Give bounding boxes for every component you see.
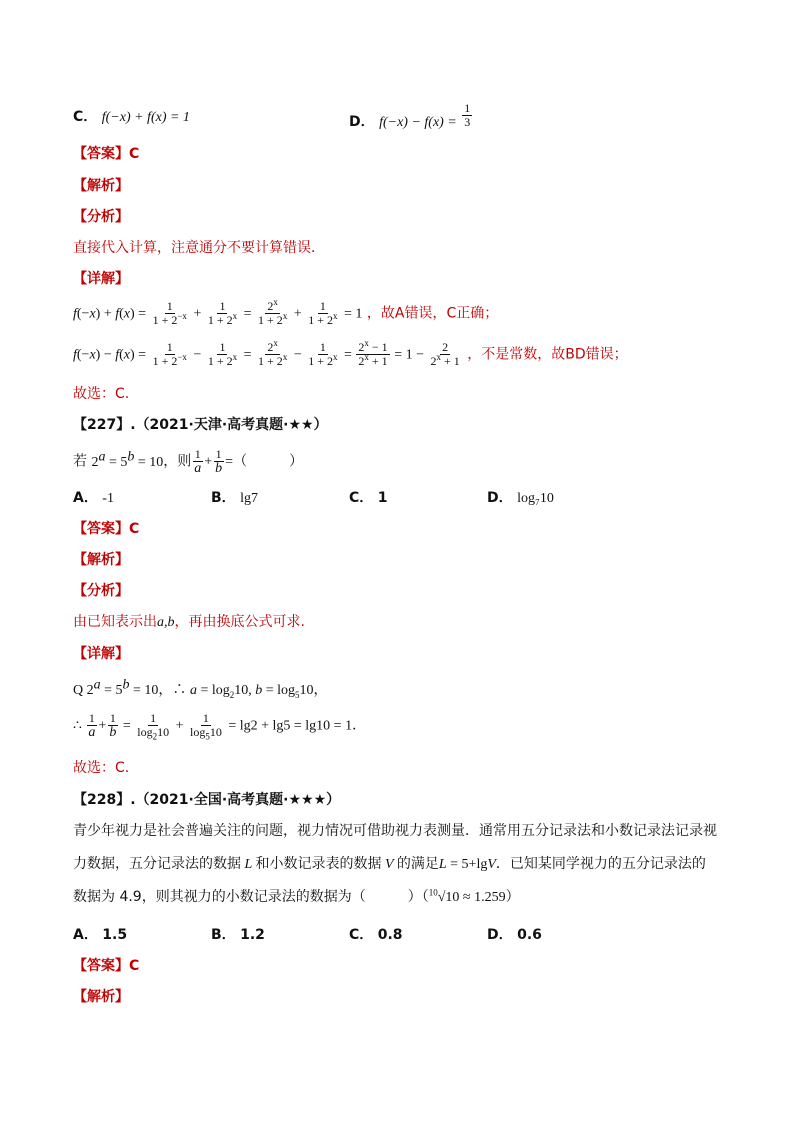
q228-analysis: 【解析】 [73,989,129,1005]
q227-choose: 故选：C. [73,760,130,776]
q227-fenxi-text: 由已知表示出a,b，再由换底公式可求. [73,614,305,630]
fenxi-tag: 【分析】 [73,209,129,225]
q228-header: 【228】.（2021·全国·高考真题·★★★） [73,792,341,808]
solution-line-1: f(−x) + f(x) = $\frac{1}{1 + 2^{-x}}$ + $\frac{1}{1 + 2^x}$ = $\frac{2^x}{1 + 2^x}$ + $\frac{1}{1 + 2^x}$ = 1 ，故A错误，C正确； [73,297,499,327]
option-label: D． [349,113,375,130]
q227-option-c: C． 1 [349,490,388,506]
q227-solution-1: Q $2^a = 5^b = 10$，∴ $a = \log_210$, $b = \log_510$， [73,677,328,700]
q228-answer: 【答案】C [73,958,140,974]
q227-option-d: D． log₇10 [487,490,554,506]
analysis-tag: 【解析】 [73,178,129,194]
q228-option-c: C． 0.8 [349,927,403,943]
q228-stem-line-1: 青少年视力是社会普遍关注的问题，视力情况可借助视力表测量．通常用五分记录法和小数记录法记录视 [73,823,717,839]
option-d [349,102,473,129]
q227-option-a: A． -1 [73,490,114,506]
q228-stem-line-2: 力数据，五分记录法的数据 L 和小数记录表的数据 V 的满足L = 5+lgV．已知某同学视力的五分记录法的 [73,856,706,872]
fenxi-text: 直接代入计算，注意通分不要计算错误． [73,240,325,256]
fraction-one-third: $\frac{1}{3}$ [464,101,471,129]
q227-header: 【227】.（2021·天津·高考真题·★★） [73,417,328,433]
formula-sum: f [73,306,77,322]
option-c [73,108,190,127]
q228-option-a: A． 1.5 [73,927,128,943]
xiangjie-tag: 【详解】 [73,271,129,287]
q228-option-d: D． 0.6 [487,927,542,943]
q227-xiangjie: 【详解】 [73,646,129,662]
formula-diff: f [73,347,77,363]
answer-tag: 【答案】C [73,146,140,162]
option-expression: f(−x) + f(x) = 1 [101,110,190,125]
q227-solution-2: ∴ $\frac{1}{a}$ + $\frac{1}{b}$ = $\frac{1}{\log_210}$ + $\frac{1}{\log_510}$ = lg2 + lg5 = lg10 = 1． [73,711,367,742]
option-label: C． [73,109,98,125]
q227-stem: 若 $2^a = 5^b = 10$，则 $\frac{1}{a}$ + $\frac{1}{b}$ =（ ） [73,447,304,476]
q227-analysis: 【解析】 [73,552,129,568]
q227-option-b: B． lg7 [211,490,259,506]
q228-stem-line-3: 数据为 4.9，则其视力的小数记录法的数据为（ ）（$^{10}$√10 ≈ 1.259） [73,887,520,905]
q227-answer: 【答案】C [73,521,140,537]
choose-line: 故选：C. [73,386,130,402]
option-expression: f(−x) − f(x) = [379,114,457,130]
q227-fenxi: 【分析】 [73,583,129,599]
solution-line-2: f(−x) − f(x) = $\frac{1}{1 + 2^{-x}}$ − $\frac{1}{1 + 2^x}$ = $\frac{2^x}{1 + 2^x}$ − $\frac{1}{1 + 2^x}$ = $\frac{2^x - 1}{2^x + 1}$ = 1 − $\frac{2}{2^x + 1}$ ，不是常数，故BD错误； [73,338,628,368]
q228-option-b: B． 1.2 [211,927,265,943]
